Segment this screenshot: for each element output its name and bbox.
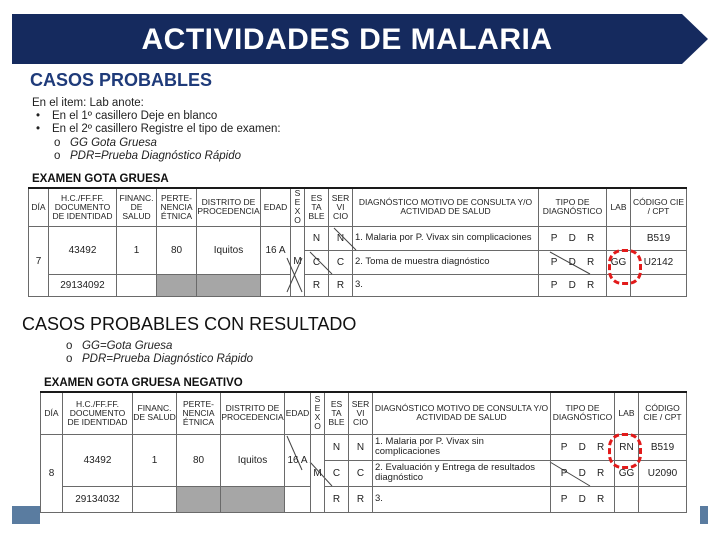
col2-hc: H.C./FF.FF. DOCUMENTO DE IDENTIDAD bbox=[63, 392, 133, 434]
col-edad: EDAD bbox=[261, 188, 291, 226]
highlight-lab-gg bbox=[608, 249, 642, 285]
notes-sub-gg: o GG Gota Gruesa bbox=[32, 137, 281, 150]
highlight-lab-rn bbox=[608, 433, 642, 469]
cell2-sexo: M bbox=[311, 434, 325, 512]
cell2-est-3: R bbox=[325, 486, 349, 512]
cell2-tipo-1: P D R bbox=[551, 434, 615, 460]
register-table-2 bbox=[40, 391, 687, 513]
col2-sexo: S E X O bbox=[311, 392, 325, 434]
cell2-codigo-1: B519 bbox=[639, 434, 687, 460]
col2-edad: EDAD bbox=[285, 392, 311, 434]
col2-codigo: CÓDIGO CIE / CPT bbox=[639, 392, 687, 434]
cell2-lab-1: RN bbox=[615, 434, 639, 460]
cell-diag-3: 3. bbox=[353, 274, 539, 296]
section-heading-probables: CASOS PROBABLES bbox=[30, 70, 213, 90]
cell-diag-1: 1. Malaria por P. Vivax sin complicaciones bbox=[353, 226, 539, 250]
col2-lab: LAB bbox=[615, 392, 639, 434]
cell-codigo-2: U2142 bbox=[631, 250, 687, 274]
cell-ser-2: C bbox=[329, 250, 353, 274]
cell2-ser-1: N bbox=[349, 434, 373, 460]
footer-block-left bbox=[12, 506, 40, 524]
col-lab: LAB bbox=[607, 188, 631, 226]
cell2-ser-3: R bbox=[349, 486, 373, 512]
notes-sub-pdr: o PDR=Prueba Diagnóstico Rápido bbox=[32, 150, 281, 163]
cell-est-1: N bbox=[305, 226, 329, 250]
cell-diag-2: 2. Toma de muestra diagnóstico bbox=[353, 250, 539, 274]
cell2-dia: 8 bbox=[41, 434, 63, 512]
cell2-hc: 43492 bbox=[63, 434, 133, 486]
col-perte: PERTE-NENCIA ÉTNICA bbox=[157, 188, 197, 226]
col-diag: DIAGNÓSTICO MOTIVO DE CONSULTA Y/O ACTIVIDAD DE SALUD bbox=[353, 188, 539, 226]
cell-tipo-2: P D R bbox=[539, 250, 607, 274]
col-financ: FINANC. DE SALUD bbox=[117, 188, 157, 226]
col-dia: DÍA bbox=[29, 188, 49, 226]
cell-lab-2: GG bbox=[607, 250, 631, 274]
notes-intro: En el item: Lab anote: bbox=[32, 97, 144, 109]
col2-diag: DIAGNÓSTICO MOTIVO DE CONSULTA Y/O ACTIVIDAD DE SALUD bbox=[373, 392, 551, 434]
cell-perte: 80 bbox=[157, 226, 197, 274]
lab-legend-2 bbox=[66, 340, 253, 366]
cell-dia: 7 bbox=[29, 226, 49, 296]
cell-tipo-1: P D R bbox=[539, 226, 607, 250]
cell2-dni: 29134032 bbox=[63, 486, 133, 512]
cell2-diag-1: 1. Malaria por P. Vivax sin complicaciones bbox=[373, 434, 551, 460]
col2-distrito: DISTRITO DE PROCEDENCIA bbox=[221, 392, 285, 434]
cell-dni: 29134092 bbox=[49, 274, 117, 296]
col-servicio: SER VI CIO bbox=[329, 188, 353, 226]
cell2-codigo-2: U2090 bbox=[639, 460, 687, 486]
cell2-edad: 16 A bbox=[285, 434, 311, 486]
cell2-diag-2: 2. Evaluación y Entrega de resultados diagnóstico bbox=[373, 460, 551, 486]
table-title-gota-gruesa: EXAMEN GOTA GRUESA bbox=[32, 173, 169, 185]
cell-edad: 16 A bbox=[261, 226, 291, 274]
cell2-diag-3: 3. bbox=[373, 486, 551, 512]
cell2-distrito: Iquitos bbox=[221, 434, 285, 486]
cell-codigo-1: B519 bbox=[631, 226, 687, 250]
cell-est-3: R bbox=[305, 274, 329, 296]
cell-est-2: C bbox=[305, 250, 329, 274]
cell2-tipo-3: P D R bbox=[551, 486, 615, 512]
col2-tipo: TIPO DE DIAGNÓSTICO bbox=[551, 392, 615, 434]
slide-title: ACTIVIDADES DE MALARIA bbox=[141, 23, 553, 56]
footer-block-right bbox=[700, 506, 708, 524]
col-esta: ES TA BLE bbox=[305, 188, 329, 226]
cell-financ: 1 bbox=[117, 226, 157, 274]
col-codigo: CÓDIGO CIE / CPT bbox=[631, 188, 687, 226]
col2-esta: ES TA BLE bbox=[325, 392, 349, 434]
col2-servicio: SER VI CIO bbox=[349, 392, 373, 434]
col2-financ: FINANC. DE SALUD bbox=[133, 392, 177, 434]
cell2-ser-2: C bbox=[349, 460, 373, 486]
cell2-lab-2: GG bbox=[615, 460, 639, 486]
notes-bullet-2: • En el 2º casillero Registre el tipo de examen: bbox=[32, 123, 281, 136]
notes-bullet-1: • En el 1º casillero Deje en blanco bbox=[32, 110, 281, 123]
section-heading-con-resultado: CASOS PROBABLES CON RESULTADO bbox=[22, 314, 357, 334]
cell-hc: 43492 bbox=[49, 226, 117, 274]
cell2-financ: 1 bbox=[133, 434, 177, 486]
footer-strip bbox=[12, 506, 708, 524]
cell-distrito: Iquitos bbox=[197, 226, 261, 274]
cell-ser-1: N bbox=[329, 226, 353, 250]
col2-perte: PERTE-NENCIA ÉTNICA bbox=[177, 392, 221, 434]
cell-tipo-3: P D R bbox=[539, 274, 607, 296]
col-hc: H.C./FF.FF. DOCUMENTO DE IDENTIDAD bbox=[49, 188, 117, 226]
col-sexo: S E X O bbox=[291, 188, 305, 226]
col-distrito: DISTRITO DE PROCEDENCIA bbox=[197, 188, 261, 226]
col2-dia: DÍA bbox=[41, 392, 63, 434]
cell2-perte: 80 bbox=[177, 434, 221, 486]
table-title-gota-gruesa-negativo: EXAMEN GOTA GRUESA NEGATIVO bbox=[44, 377, 243, 389]
legend-gg: o GG=Gota Gruesa bbox=[66, 340, 253, 353]
cell2-est-1: N bbox=[325, 434, 349, 460]
col-tipo: TIPO DE DIAGNÓSTICO bbox=[539, 188, 607, 226]
legend-pdr: o PDR=Prueba Diagnóstico Rápido bbox=[66, 353, 253, 366]
cell-sexo: M bbox=[291, 226, 305, 296]
cell2-tipo-2: P D R bbox=[551, 460, 615, 486]
cell2-est-2: C bbox=[325, 460, 349, 486]
cell-ser-3: R bbox=[329, 274, 353, 296]
